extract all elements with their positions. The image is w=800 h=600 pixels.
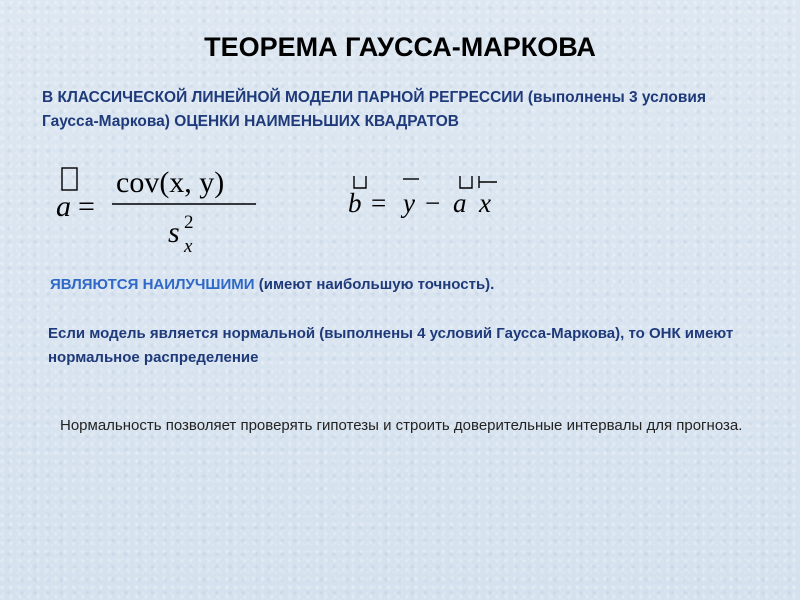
formula-b-y: y	[403, 188, 415, 218]
formula-a-denominator-sup: 2	[184, 212, 194, 233]
normal-statement: Если модель является нормальной (выполнены 4 условий Гаусса-Маркова), то ОНК имеют нормальное распределение	[48, 325, 734, 366]
hat-placeholder-icon	[460, 176, 472, 188]
formula-a	[50, 162, 270, 258]
formula-b	[345, 168, 515, 228]
formula-b-lhs: b	[348, 188, 362, 218]
best-statement	[50, 276, 494, 293]
slide-title: ТЕОРЕМА ГАУССА-МАРКОВА	[204, 32, 596, 62]
intro-text: В КЛАССИЧЕСКОЙ ЛИНЕЙНОЙ МОДЕЛИ ПАРНОЙ РЕГРЕССИИ (выполнены 3 условия Гаусса-Маркова) ОЦЕНКИ НАИМЕНЬШИХ КВАДРАТОВ	[42, 89, 706, 130]
formula-a-denominator-base: s	[168, 216, 180, 249]
note-text: Нормальность позволяет проверять гипотезы и строить доверительные интервалы для прогноза.	[60, 417, 743, 434]
formula-a-lhs: a	[56, 190, 71, 223]
bar-icon	[479, 176, 497, 188]
hat-placeholder-icon	[62, 168, 77, 190]
hat-placeholder-icon	[354, 176, 366, 188]
best-caps: ЯВЛЯЮТСЯ НАИЛУЧШИМИ	[50, 276, 255, 293]
formula-b-a: a	[453, 188, 467, 218]
best-rest: (имеют наибольшую точность).	[254, 276, 495, 293]
formula-b-minus: −	[425, 188, 441, 218]
formula-a-denominator-sub: x	[184, 236, 193, 257]
formula-b-eq: =	[371, 188, 387, 218]
formula-a-eq: =	[78, 190, 95, 223]
formula-a-numerator: cov(x, y)	[116, 166, 225, 199]
formula-b-x: x	[479, 188, 491, 218]
